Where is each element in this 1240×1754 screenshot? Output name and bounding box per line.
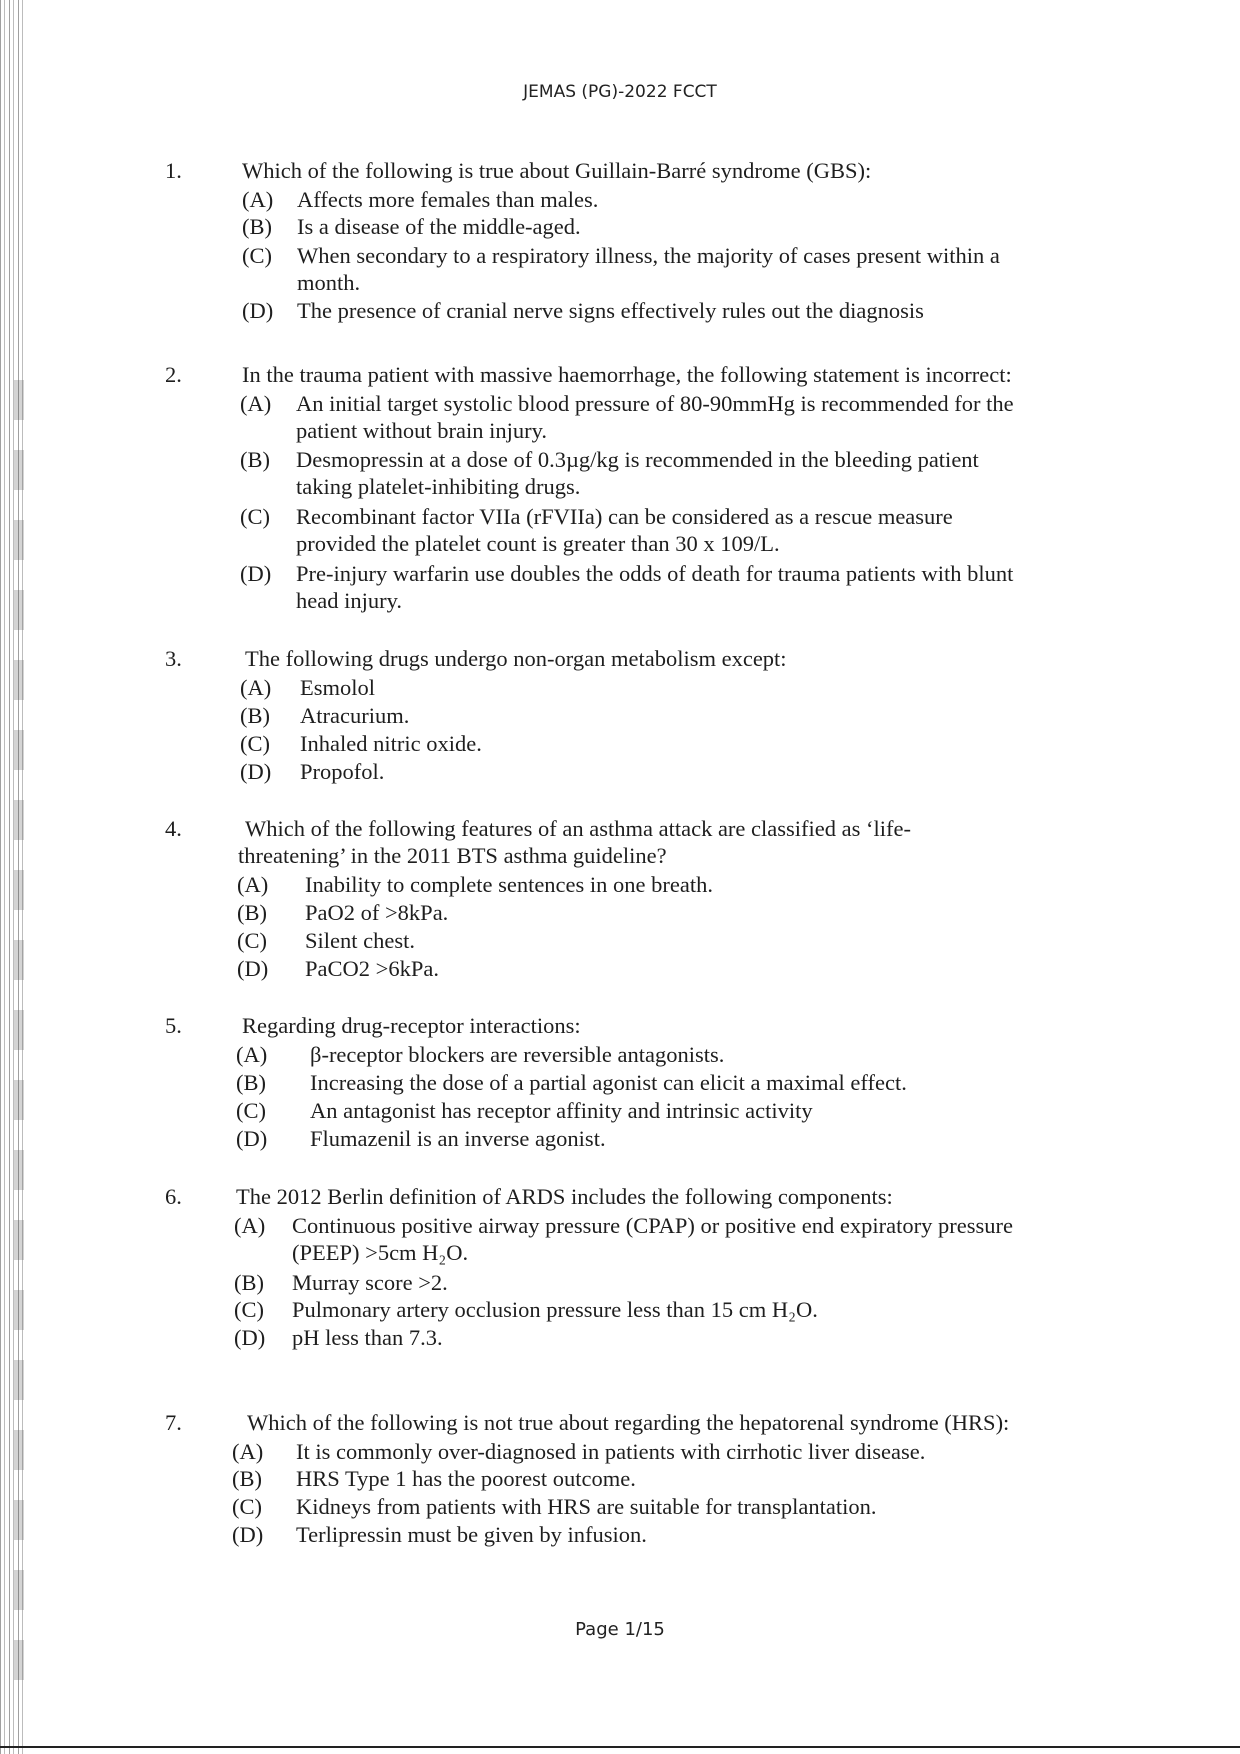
- option-label: (B): [237, 900, 267, 925]
- question-stem: threatening’ in the 2011 BTS asthma guideline?: [238, 843, 667, 868]
- question-stem: Which of the following features of an asthma attack are classified as ‘life-: [245, 816, 911, 841]
- question-stem: In the trauma patient with massive haemorrhage, the following statement is incorrect:: [242, 362, 1012, 387]
- option-text: PaO2 of >8kPa.: [305, 900, 449, 925]
- option-label: (C): [232, 1494, 262, 1519]
- option-label: (D): [237, 956, 269, 981]
- question-number: 3.: [165, 646, 182, 671]
- option-text: Murray score >2.: [292, 1270, 448, 1295]
- question-stem: Which of the following is true about Guillain-Barré syndrome (GBS):: [242, 158, 872, 183]
- option-text: Continuous positive airway pressure (CPAP) or positive end expiratory pressure: [292, 1213, 1013, 1238]
- option-label: (D): [236, 1126, 268, 1151]
- option-label: (A): [232, 1439, 264, 1464]
- question-number: 4.: [165, 816, 182, 841]
- option-label: (D): [232, 1522, 264, 1547]
- option-label: (B): [242, 214, 272, 239]
- option-text: Silent chest.: [305, 928, 415, 953]
- option-text: pH less than 7.3.: [292, 1325, 443, 1350]
- question-number: 6.: [165, 1184, 182, 1209]
- option-text: Atracurium.: [300, 703, 410, 728]
- question-number: 1.: [165, 158, 182, 183]
- option-text: When secondary to a respiratory illness, the majority of cases present within a: [297, 243, 1000, 268]
- question-stem: The 2012 Berlin definition of ARDS includes the following components:: [236, 1184, 893, 1209]
- option-label: (B): [236, 1070, 266, 1095]
- option-label: (C): [240, 731, 270, 756]
- option-label: (B): [240, 703, 270, 728]
- question-stem: The following drugs undergo non-organ metabolism except:: [245, 646, 787, 671]
- option-text: head injury.: [296, 588, 403, 613]
- option-text: PaCO2 >6kPa.: [305, 956, 439, 981]
- page-number: Page 1/15: [575, 1619, 665, 1640]
- option-text: Inability to complete sentences in one breath.: [305, 872, 713, 897]
- option-text: patient without brain injury.: [296, 418, 547, 443]
- option-text: Pre-injury warfarin use doubles the odds of death for trauma patients with blunt: [296, 561, 1014, 586]
- option-text: Propofol.: [300, 759, 385, 784]
- option-text: An antagonist has receptor affinity and intrinsic activity: [310, 1098, 813, 1123]
- option-text: Flumazenil is an inverse agonist.: [310, 1126, 606, 1151]
- option-text: Affects more females than males.: [297, 187, 599, 212]
- option-text: Recombinant factor VIIa (rFVIIa) can be considered as a rescue measure: [296, 504, 953, 529]
- option-text: It is commonly over-diagnosed in patients with cirrhotic liver disease.: [296, 1439, 926, 1464]
- option-text: month.: [297, 270, 361, 295]
- option-label: (C): [237, 928, 267, 953]
- option-label: (D): [240, 561, 272, 586]
- option-label: (C): [234, 1297, 264, 1322]
- option-label: (B): [232, 1466, 262, 1491]
- option-label: (C): [236, 1098, 266, 1123]
- option-label: (B): [240, 447, 270, 472]
- option-text: Increasing the dose of a partial agonist can elicit a maximal effect.: [310, 1070, 907, 1095]
- option-label: (A): [236, 1042, 268, 1067]
- option-label: (C): [242, 243, 272, 268]
- option-label: (A): [237, 872, 269, 897]
- option-text: Esmolol: [300, 675, 376, 700]
- bottom-rule: [0, 1746, 1240, 1748]
- option-label: (D): [234, 1325, 266, 1350]
- option-text: The presence of cranial nerve signs effectively rules out the diagnosis: [297, 298, 924, 323]
- option-label: (B): [234, 1270, 264, 1295]
- option-text: Inhaled nitric oxide.: [300, 731, 482, 756]
- option-text: HRS Type 1 has the poorest outcome.: [296, 1466, 636, 1491]
- option-text: Is a disease of the middle-aged.: [297, 214, 581, 239]
- question-number: 7.: [165, 1410, 182, 1435]
- option-text: (PEEP) >5cm H₂O.: [292, 1240, 469, 1265]
- option-text: Pulmonary artery occlusion pressure less than 15 cm H₂O.: [292, 1297, 818, 1322]
- option-text: provided the platelet count is greater than 30 x 109/L.: [296, 531, 780, 556]
- option-label: (D): [242, 298, 274, 323]
- option-label: (A): [242, 187, 274, 212]
- question-number: 5.: [165, 1013, 182, 1038]
- question-stem: Which of the following is not true about regarding the hepatorenal syndrome (HRS):: [247, 1410, 1010, 1435]
- option-label: (C): [240, 504, 270, 529]
- option-text: An initial target systolic blood pressure of 80-90mmHg is recommended for the: [296, 391, 1014, 416]
- option-text: β-receptor blockers are reversible antagonists.: [310, 1042, 725, 1067]
- question-number: 2.: [165, 362, 182, 387]
- option-text: Desmopressin at a dose of 0.3µg/kg is recommended in the bleeding patient: [296, 447, 979, 472]
- option-text: taking platelet-inhibiting drugs.: [296, 474, 581, 499]
- option-text: Terlipressin must be given by infusion.: [296, 1522, 647, 1547]
- option-label: (A): [240, 391, 272, 416]
- scan-edge-artifact: [14, 380, 24, 1680]
- option-label: (D): [240, 759, 272, 784]
- page-header: JEMAS (PG)-2022 FCCT: [523, 82, 717, 102]
- question-stem: Regarding drug-receptor interactions:: [242, 1013, 581, 1038]
- option-text: Kidneys from patients with HRS are suitable for transplantation.: [296, 1494, 877, 1519]
- option-label: (A): [240, 675, 272, 700]
- option-label: (A): [234, 1213, 266, 1238]
